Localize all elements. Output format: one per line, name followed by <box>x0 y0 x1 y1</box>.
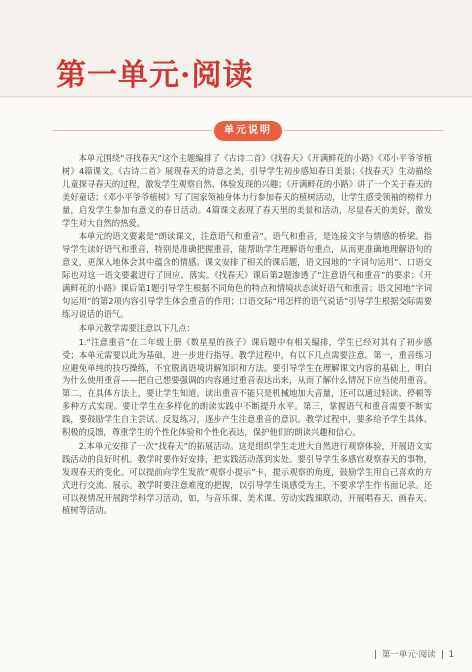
paragraph: 2.本单元安排了一次“找春天”的拓展活动。这是组织学生走进大自然进行观察体验，开展语文实践活动的良好时机。教学时要作好安排，把实践活动落到实处。要引导学生多感官观察春天的事物，发现春天的变化。可以提前向学生发放“观察小提示”卡，提示观察的角度，鼓励学生用自己喜欢的方式进行交流、展示。教学时要注意难度的把握，以引导学生谈感受为主，不要求学生作书面记录。还可以视情况开展跨学科学习活动，如，与音乐课、美术课、劳动实践课联动，开展唱春天、画春天、植树等活动。 <box>62 440 432 516</box>
page-number: 1 <box>448 650 454 660</box>
unit-title: 第一单元·阅读 <box>56 58 254 93</box>
body-text <box>62 152 432 518</box>
banner-line-right <box>284 130 444 131</box>
paragraph: 本单元教学需要注意以下几点： <box>78 322 195 333</box>
footer-separator <box>375 650 376 659</box>
footer-separator <box>442 650 443 659</box>
section-banner: 单元说明 <box>214 121 282 141</box>
running-title: 第一单元·阅读 <box>381 650 436 660</box>
banner-line-left <box>52 130 212 131</box>
paragraph: 本单元的语文要素是“朗读课文，注意语气和重音”。语气和重音，是连接文字与情感的桥梁。指导学生读好语气和重音，特别是准确把握重音，能帮助学生理解语句重点，从而更准确地理解语句的意义，更深入地体会其中蕴含的情感。课文安排了相关的课后题，语文园地的“字词句运用”、口语交际也对这一语文要素进行了回应、落实。《找春天》课后第2题渗透了“注意语气和重音”的要求；《开满鲜花的小路》课后第1题引导学生根据不同角色的特点和情境状态读好语气和重音；语文园地“字词句运用”的第2项内容引导学生体会重音的作用；口语交际“用怎样的语气说话”引导学生根据交际需要练习说话的语气。 <box>62 231 432 319</box>
title-divider <box>0 96 472 97</box>
paragraph: 本单元围绕“寻找春天”这个主题编排了《古诗二首》《找春天》《开满鲜花的小路》《邓小平爷爷植树》4篇课文。《古诗二首》展现春天的诗意之美，引导学生初步感知春日美景；《找春天》生动描绘儿童探寻春天的过程，激发学生观察自然、体验发现的兴趣；《开满鲜花的小路》讲了一个关于春天的美好童话；《邓小平爷爷植树》写了国家领袖身体力行参加春天的植树活动，让学生感受领袖的榜样力量，启发学生参加有意义的春日活动。4篇课文表现了春天里的美景和活动，尽显春天的美好，激发学生对大自然的热爱。 <box>62 153 432 228</box>
paragraph: 1.“注意重音”在二年级上册《数星星的孩子》课后题中有相关编排，学生已经对其有了初步感受；本单元需要以此为基础，进一步进行指导。教学过程中，有以下几点需要注意。第一，重音练习应避免单纯的技巧操练，不宜脱离语境讲解知识和方法。要引导学生在理解课文内容的基础上，明白为什么使用重音——把自己想要强调的内容通过重音表达出来，从而了解什么情况下应当使用重音。第二，在具体方法上，要让学生知道，读出重音不能只是机械地加大音量，还可以通过轻读、停顿等多种方式实现。要让学生在多样化的朗读实践中不断提升水平。第三，掌握语气和重音需要不断实践，要鼓励学生自主尝试、反复练习，逐步产生注意重音的意识。教学过程中，要多给予学生具体、积极的反馈，尊重学生的个性化体验和个性化表达，保护他们的朗读兴趣和信心。 <box>62 336 432 438</box>
page-footer <box>369 648 454 660</box>
